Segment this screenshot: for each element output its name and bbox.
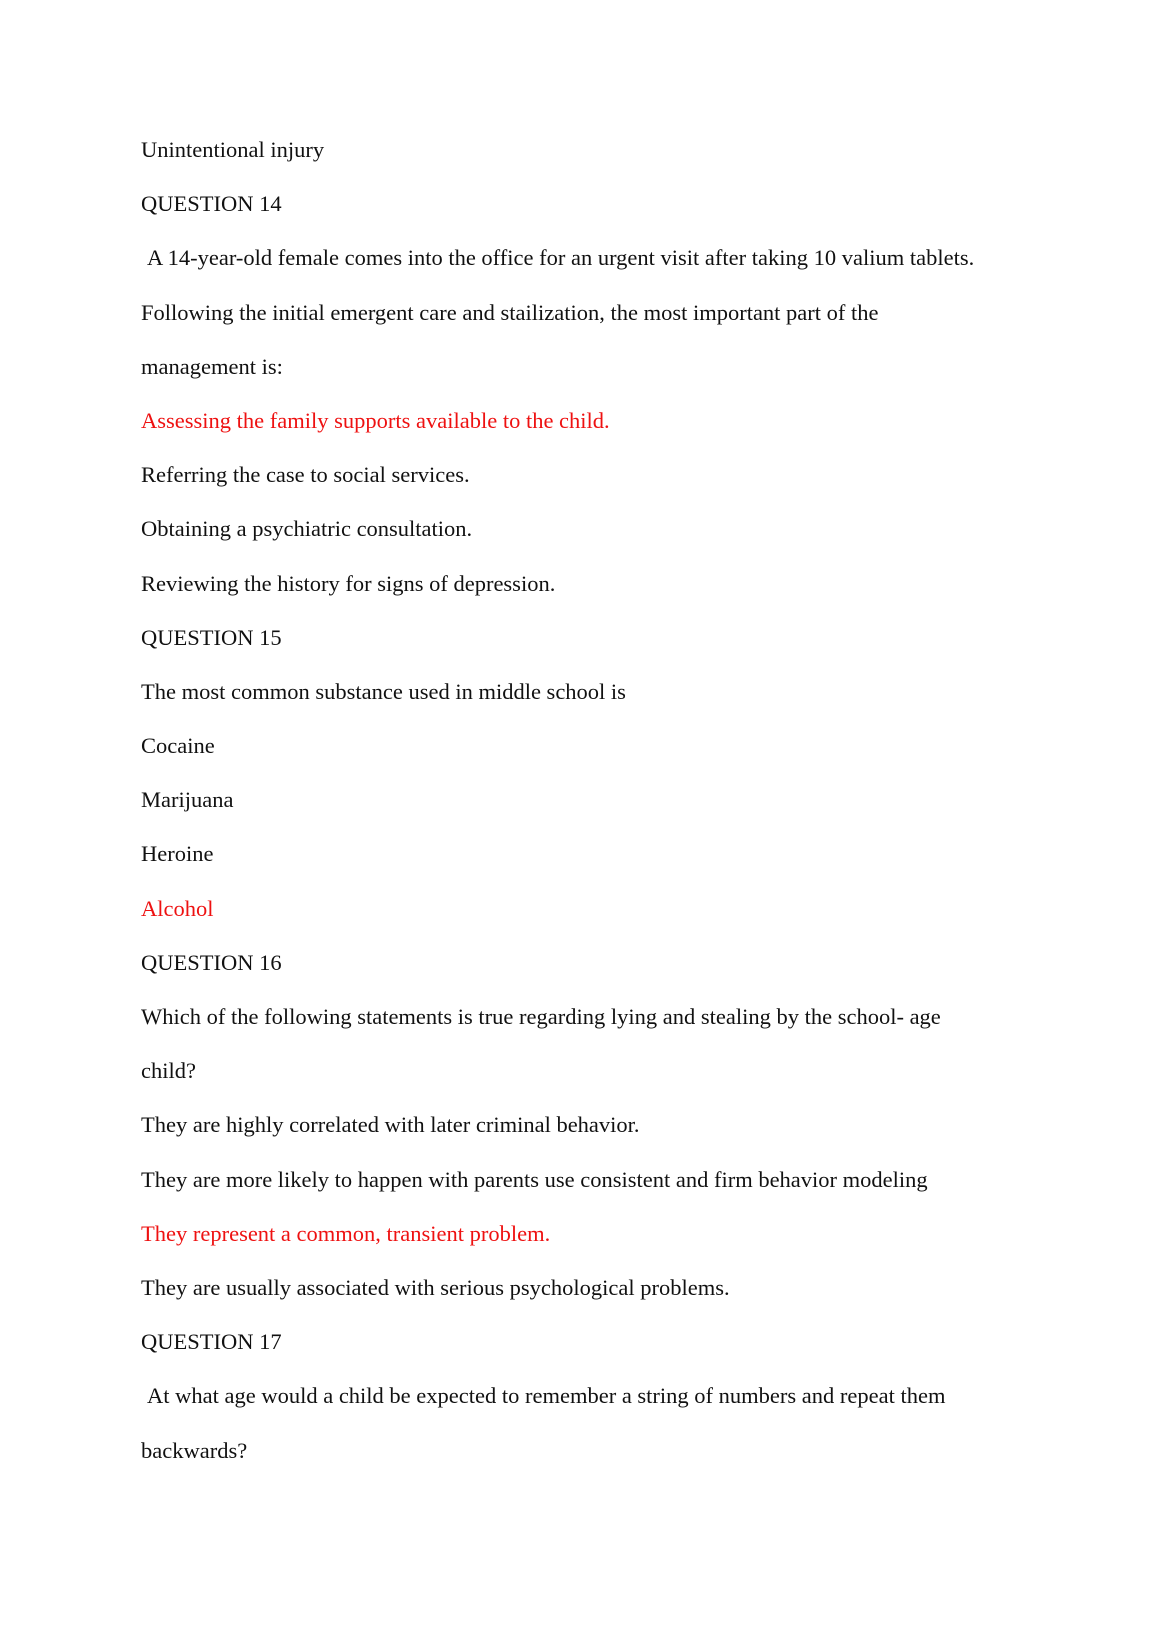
answer-option: Cocaine <box>141 733 215 759</box>
answer-text: Unintentional injury <box>141 137 325 162</box>
correct-answer-option: Assessing the family supports available to the child. <box>141 407 610 433</box>
question-stem-line: At what age would a child be expected to remember a string of numbers and repeat them <box>147 1383 946 1409</box>
correct-answer-option: Alcohol <box>141 895 214 921</box>
document-body <box>141 134 1041 1489</box>
answer-option: Marijuana <box>141 787 234 813</box>
correct-answer-option: They represent a common, transient problem. <box>141 1220 551 1246</box>
question-heading: QUESTION 15 <box>141 624 282 650</box>
answer-option: They are highly correlated with later criminal behavior. <box>141 1112 640 1138</box>
question-stem-line: Which of the following statements is true regarding lying and stealing by the school- age <box>141 1004 941 1029</box>
question-heading: QUESTION 16 <box>141 949 282 975</box>
answer-option: Heroine <box>141 841 214 867</box>
answer-option: They are usually associated with serious psychological problems. <box>141 1274 730 1300</box>
question-heading: QUESTION 17 <box>141 1329 282 1355</box>
question-stem-line: child? <box>141 1058 196 1084</box>
question-stem-line: A 14-year-old female comes into the office for an urgent visit after taking 10 valium tablets. <box>147 245 975 271</box>
answer-option: Reviewing the history for signs of depression. <box>141 570 556 596</box>
question-stem-line: backwards? <box>141 1437 248 1463</box>
question-stem-line: management is: <box>141 353 283 379</box>
answer-option: Obtaining a psychiatric consultation. <box>141 516 473 542</box>
answer-option: They are more likely to happen with parents use consistent and firm behavior modeling <box>141 1166 928 1192</box>
question-heading: QUESTION 14 <box>141 191 282 217</box>
question-stem-line: Following the initial emergent care and stailization, the most important part of the <box>141 299 879 325</box>
answer-option: Referring the case to social services. <box>141 462 470 488</box>
question-stem-line: The most common substance used in middle school is <box>141 678 626 704</box>
